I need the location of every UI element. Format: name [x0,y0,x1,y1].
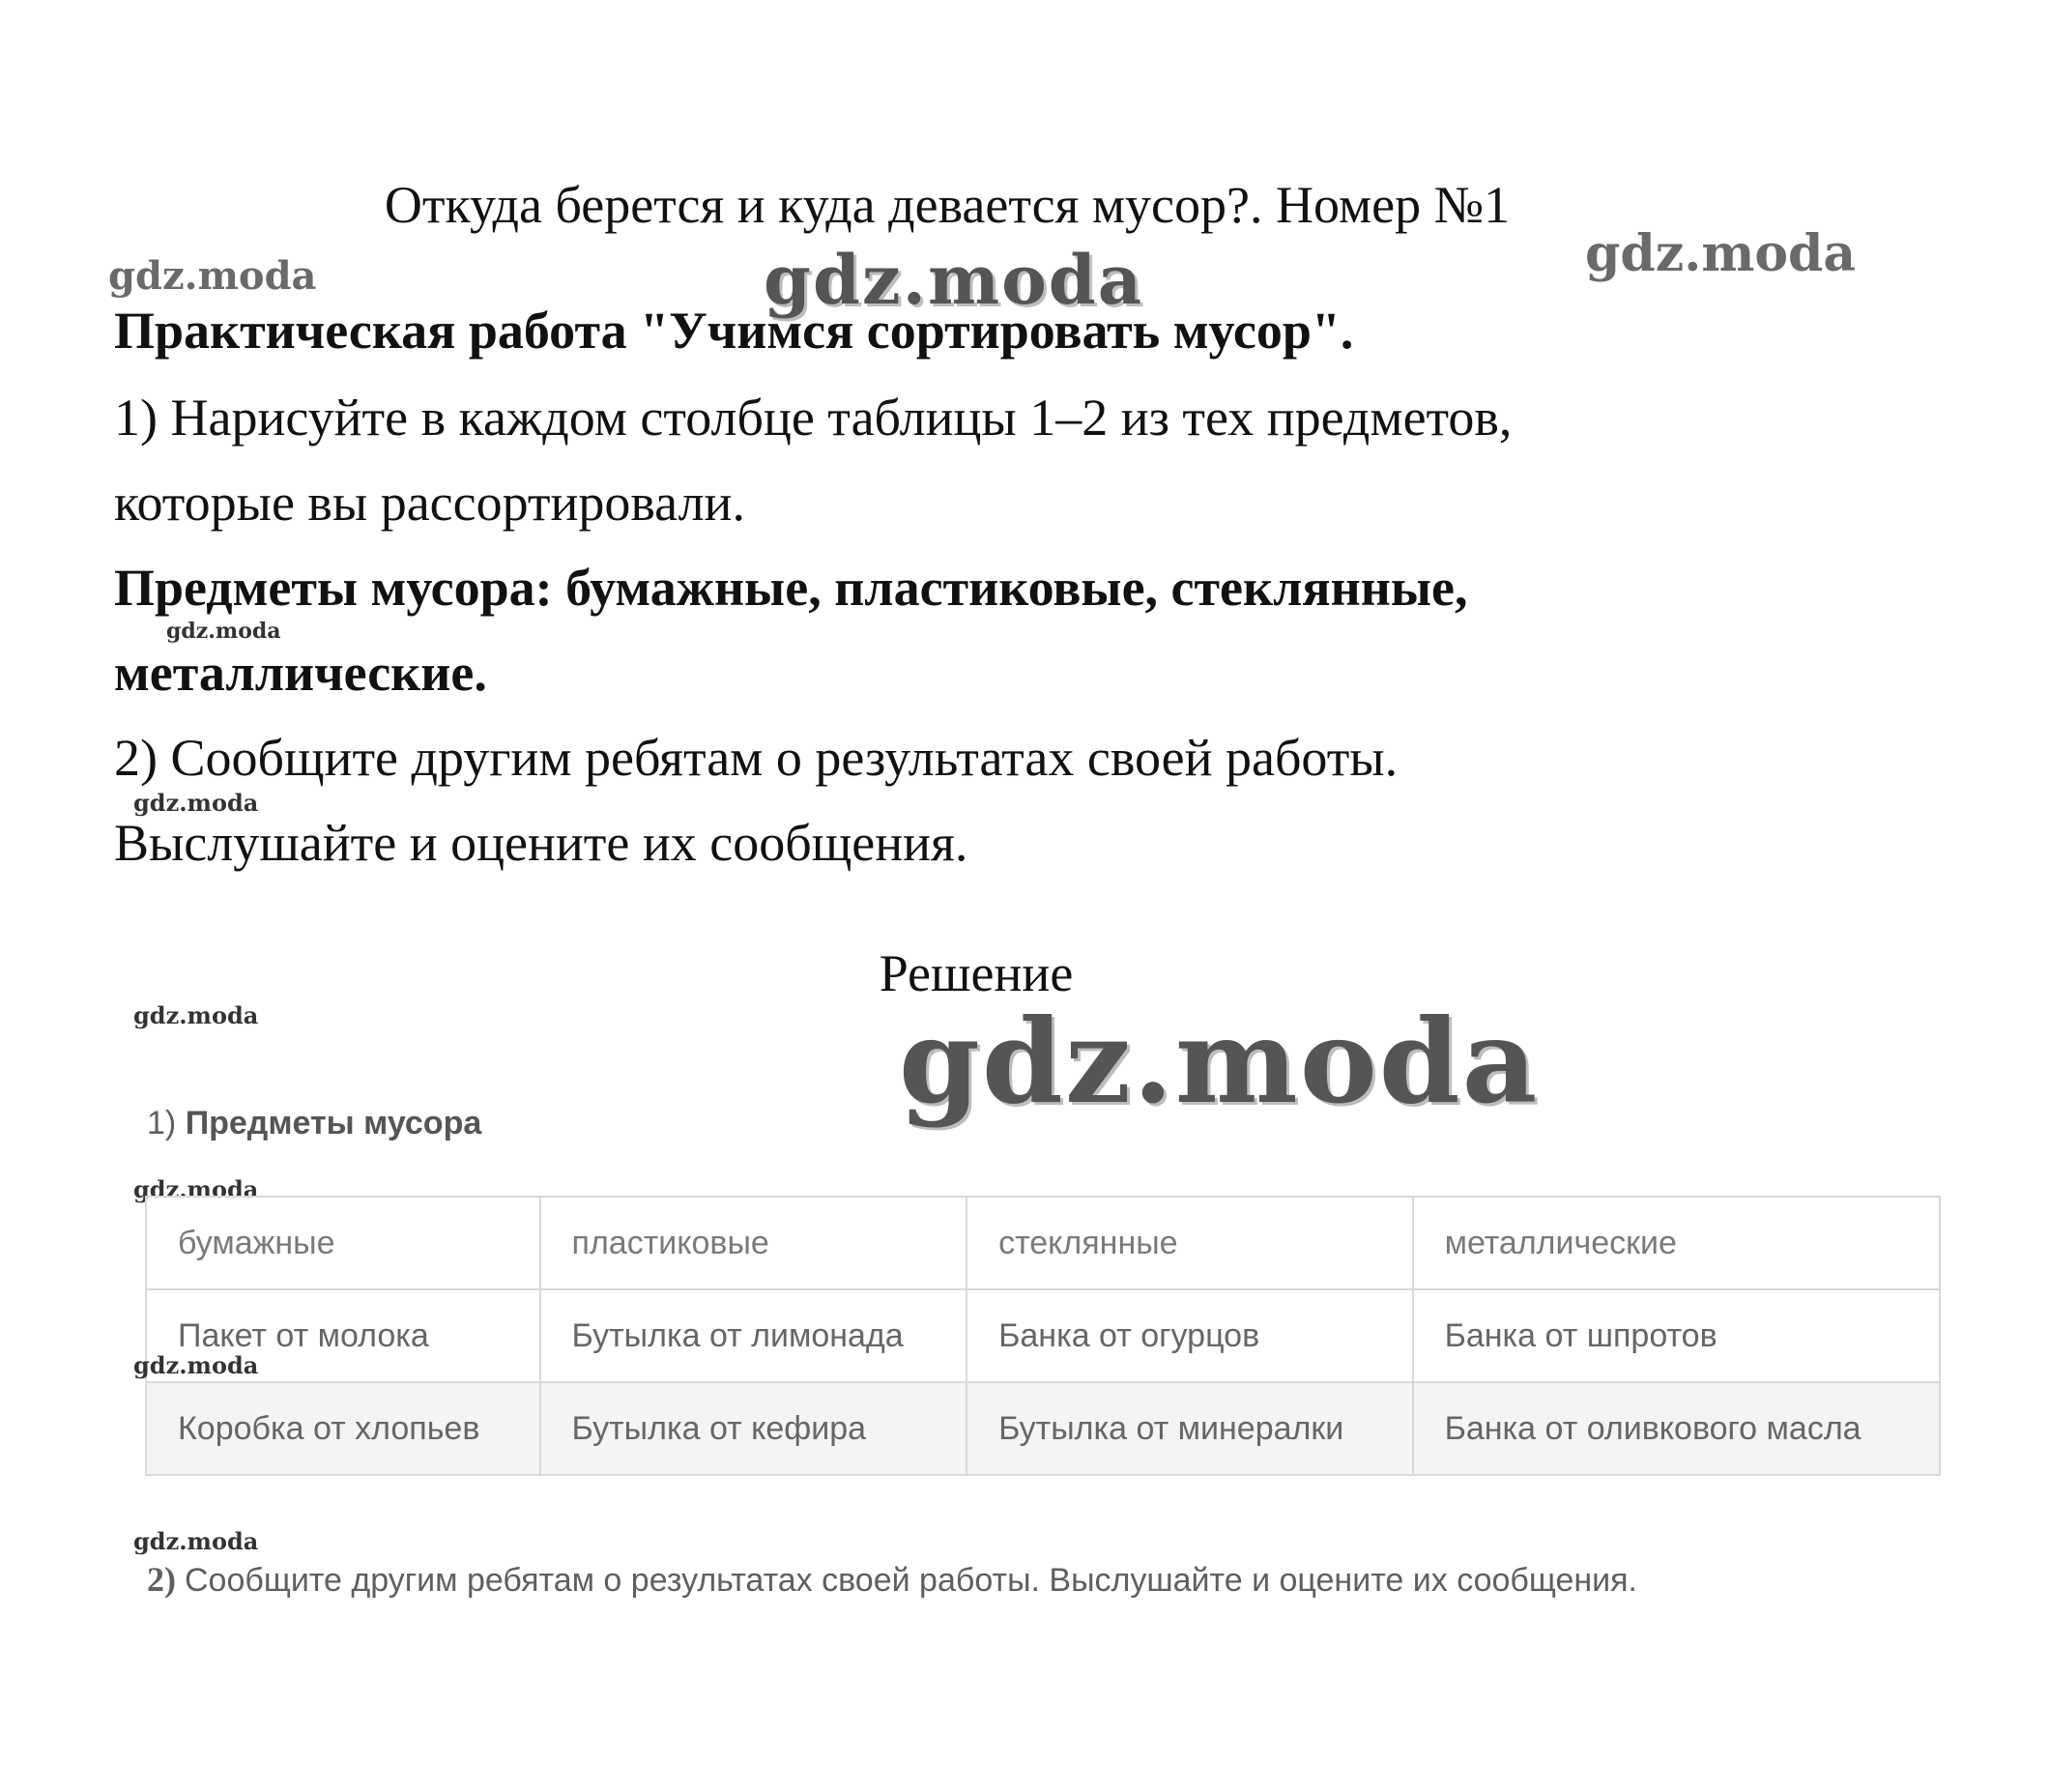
task-line: Выслушайте и оцените их сообщения. [114,814,968,872]
table-cell: Банка от оливкового масла [1413,1382,1940,1475]
solution-section-1 [147,1102,481,1144]
table-row [146,1382,1940,1475]
table-header-cell: бумажные [146,1197,540,1289]
watermark: gdz.moda [133,789,259,817]
watermark: gdz.moda [133,1351,259,1379]
task-line: 1) Нарисуйте в каждом столбце таблицы 1–2 из тех предметов, [114,389,1513,447]
table-cell: Бутылка от кефира [540,1382,967,1475]
watermark: gdz.moda [133,1527,259,1555]
section-label: Предметы мусора [185,1105,482,1142]
solution-title: Решение [879,944,1074,1002]
watermark: gdz.moda [764,240,1144,320]
watermark: gdz.moda [108,253,317,299]
table-cell: Банка от огурцов [967,1289,1412,1382]
watermark: gdz.moda [133,1175,259,1203]
table-header-cell: пластиковые [540,1197,967,1289]
table-cell: Бутылка от лимонада [540,1289,967,1382]
task-bold-line: металлические. [114,644,487,702]
watermark: gdz.moda [166,619,281,644]
table-cell: Бутылка от минералки [967,1382,1412,1475]
watermark: gdz.moda [1585,224,1857,283]
task-bold-line: Предметы мусора: бумажные, пластиковые, стеклянные, [114,559,1468,617]
watermark: gdz.moda [899,994,1540,1130]
watermark: gdz.moda [133,1001,259,1029]
table-header-cell: стеклянные [967,1197,1412,1289]
table-header-row [146,1197,1940,1289]
task-heading: Практическая работа "Учимся сортировать мусор". [114,302,1354,360]
task-line: 2) Сообщите другим ребятам о результатах своей работы. [114,729,1399,787]
table-cell: Коробка от хлопьев [146,1382,540,1475]
section-text: Сообщите другим ребятам о результатах своей работы. Выслушайте и оцените их сообщения. [185,1562,1637,1599]
task-line: которые вы рассортировали. [114,474,745,532]
table-row [146,1289,1940,1382]
solution-section-2 [147,1558,1637,1602]
table-cell: Пакет от молока [146,1289,540,1382]
section-number: 1) [147,1105,186,1142]
waste-table [145,1196,1941,1476]
section-number: 2) [147,1560,185,1599]
table-header-cell: металлические [1413,1197,1940,1289]
table-cell: Банка от шпротов [1413,1289,1940,1382]
page-title: Откуда берется и куда девается мусор?. Номер №1 [384,176,1511,234]
